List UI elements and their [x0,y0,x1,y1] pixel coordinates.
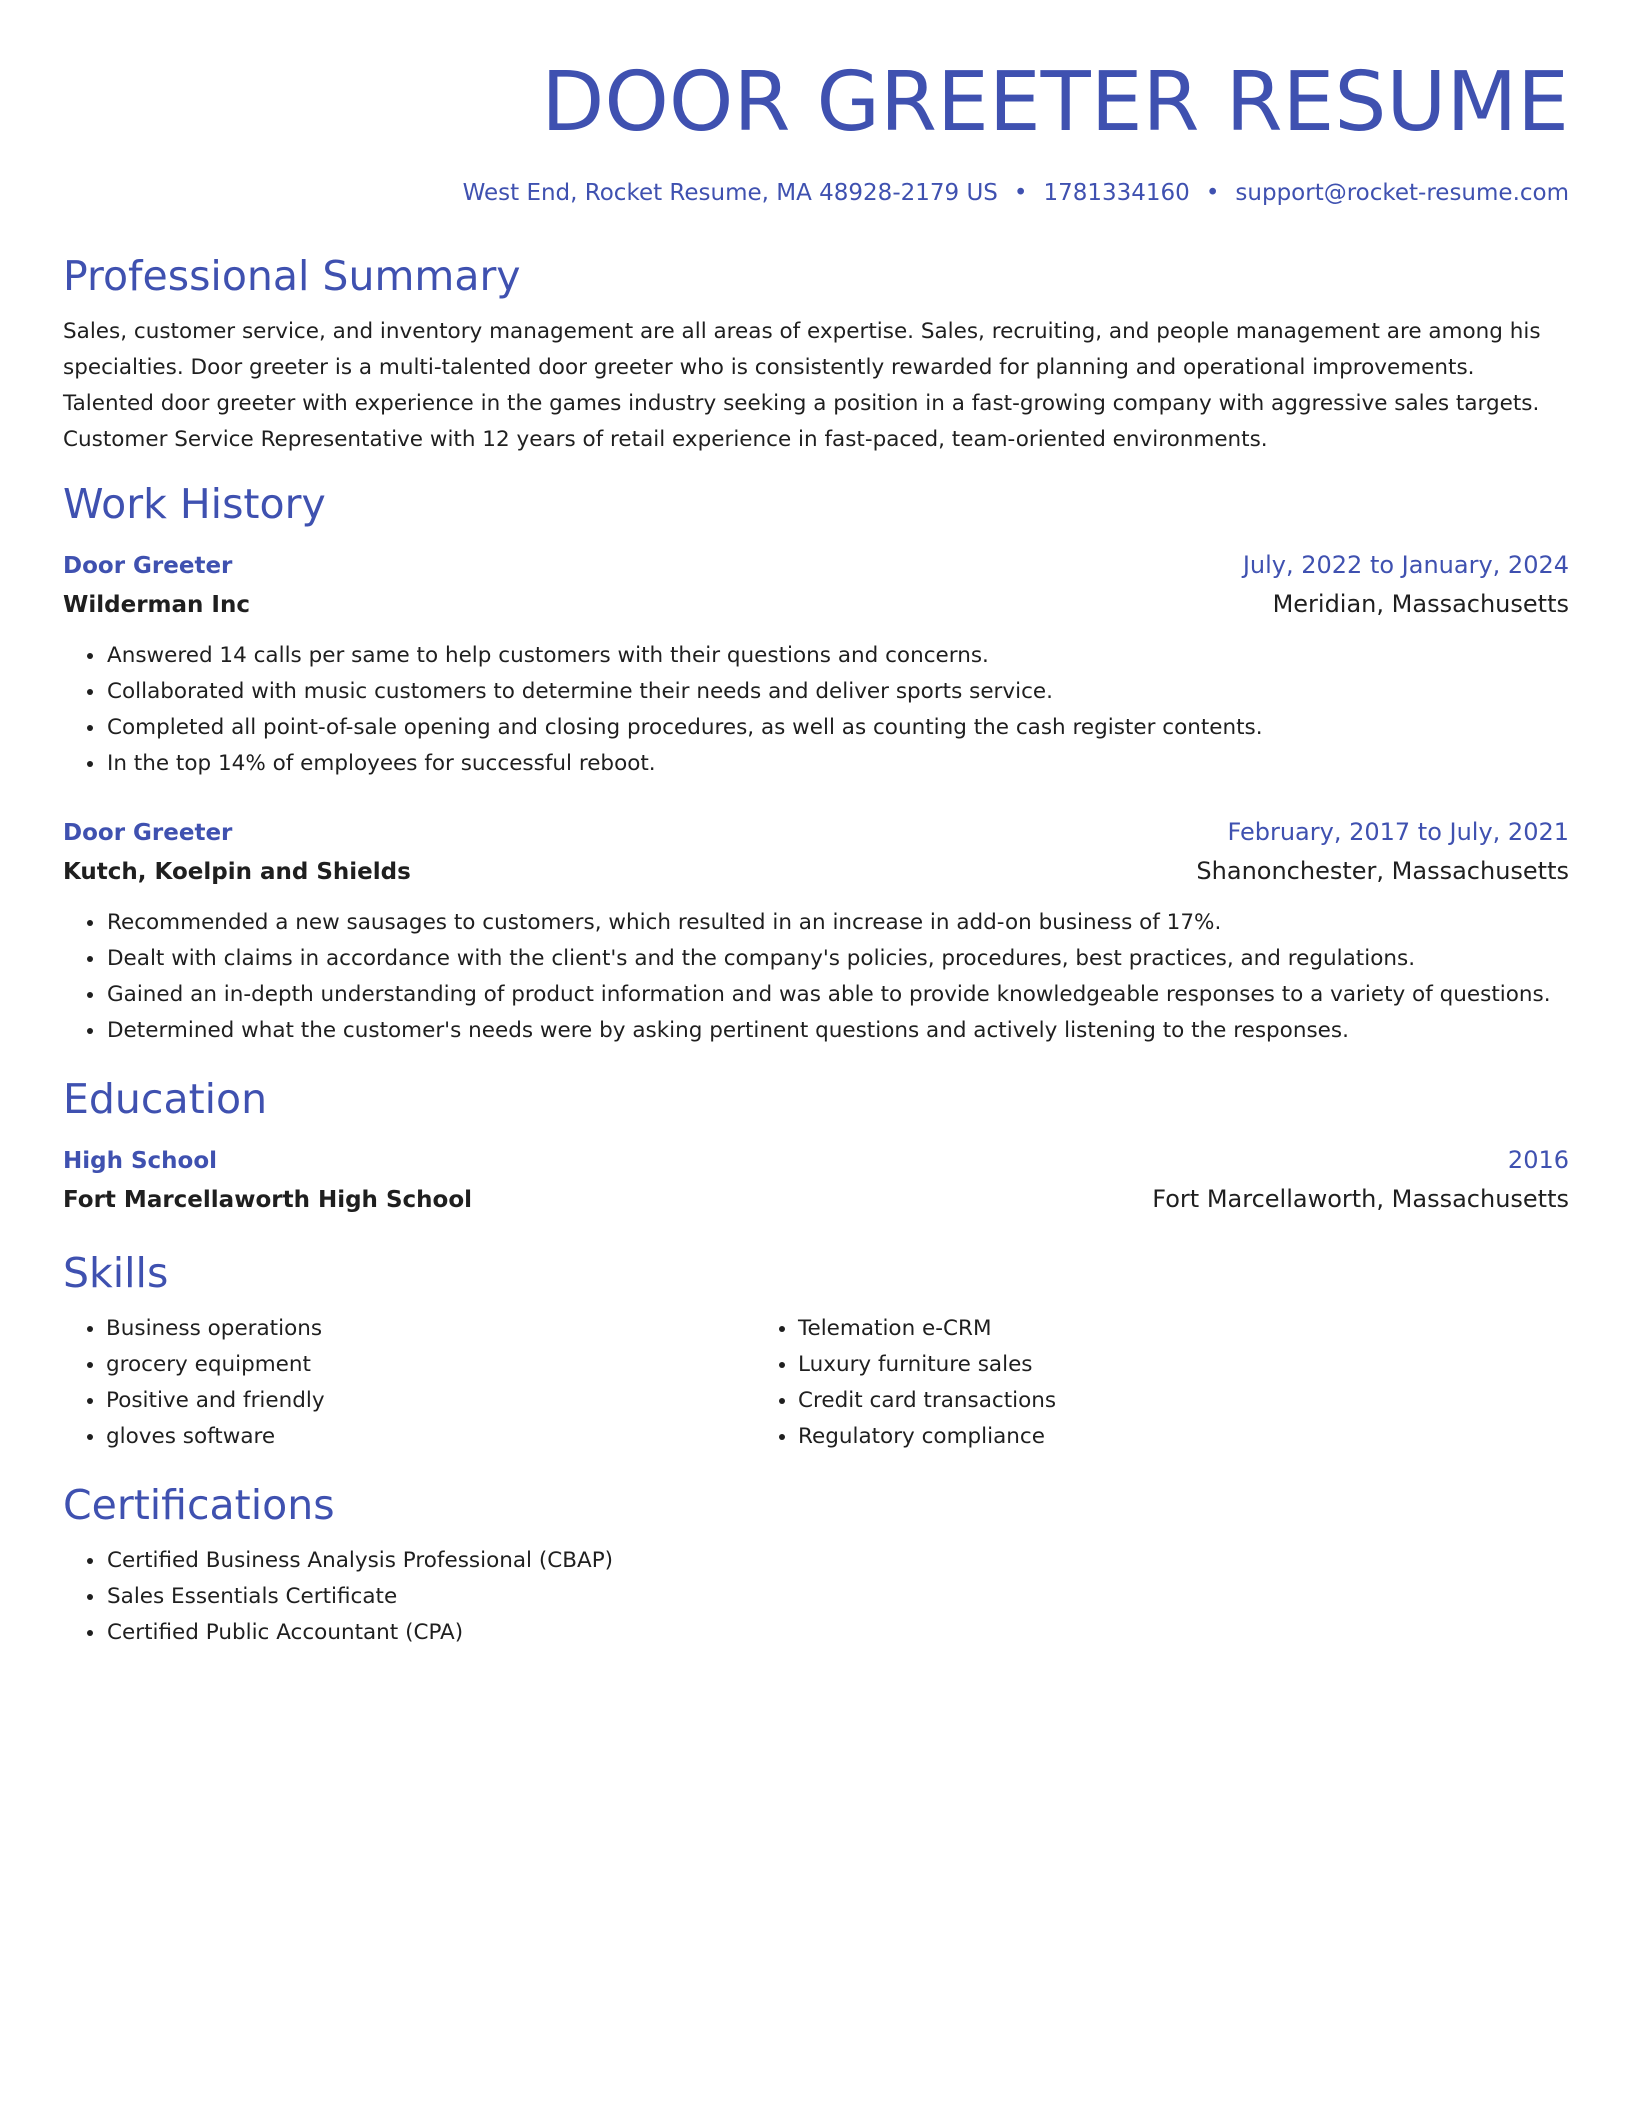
job-company: Wilderman Inc [63,592,250,618]
skills-heading: Skills [63,1249,169,1297]
job-dates: February, 2017 to July, 2021 [1227,818,1569,846]
skill-item: • Regulatory compliance [798,1419,1447,1455]
job-entry [63,546,1569,782]
skill-item: • Positive and friendly [106,1383,755,1419]
certification-item: • Certified Business Analysis Professional (CBAP) [106,1543,1569,1579]
contact-phone: 1781334160 [1043,180,1190,206]
job-bullets [63,638,1569,782]
education-location: Fort Marcellaworth, Massachusetts [1152,1185,1569,1213]
job-header-row [63,546,1569,585]
skill-item: • Luxury furniture sales [798,1347,1447,1383]
skill-item: • grocery equipment [106,1347,755,1383]
job-bullet: • Dealt with claims in accordance with the client's and the company's policies, procedures, best practices, and regulations. [106,941,1569,977]
job-bullet: • Recommended a new sausages to customers, which resulted in an increase in add-on business of 17%. [106,905,1569,941]
job-entry [63,813,1569,1049]
job-role: Door Greeter [63,820,233,846]
contact-separator: • [1013,180,1028,206]
resume-title: DOOR GREETER RESUME [541,55,1569,150]
job-bullets [63,905,1569,1049]
certification-item: • Certified Public Accountant (CPA) [106,1615,1569,1651]
contact-address: West End, Rocket Resume, MA 48928-2179 US [462,180,998,206]
education-school: Fort Marcellaworth High School [63,1187,473,1213]
job-bullet: • Determined what the customer's needs were by asking pertinent questions and actively listening to the responses. [106,1013,1569,1049]
education-header-row [63,1141,1569,1180]
job-bullet: • In the top 14% of employees for successful reboot. [106,746,1569,782]
job-org-row [63,852,1569,891]
job-org-row [63,585,1569,624]
education-degree: High School [63,1148,218,1174]
contact-separator: • [1205,180,1220,206]
education-heading: Education [63,1075,268,1123]
skill-item: • Telemation e-CRM [798,1311,1447,1347]
summary-text: Sales, customer service, and inventory management are all areas of expertise. Sales, recruiting, and people management are among his specialties. Door greeter is a multi-talented door greeter who is consistently rewarded for planning and operational improvements. Talented door greeter with experience in the games industry seeking a position in a fast-growing company with aggressive sales targets. Customer Service Representative with 12 years of retail experience in fast-paced, team-oriented environments. [63,319,1541,452]
job-role: Door Greeter [63,553,233,579]
skills-column-right [755,1311,1447,1455]
job-location: Shanonchester, Massachusetts [1196,857,1569,885]
skills-grid [63,1311,1569,1455]
job-dates: July, 2022 to January, 2024 [1242,551,1569,579]
job-header-row [63,813,1569,852]
contact-email: support@rocket-resume.com [1235,180,1569,206]
job-bullet: • Completed all point-of-sale opening and closing procedures, as well as counting the cash register contents. [106,710,1569,746]
education-school-row [63,1180,1569,1219]
job-bullet: • Collaborated with music customers to determine their needs and deliver sports service. [106,674,1569,710]
contact-line [63,178,1569,208]
education-entry [63,1141,1569,1219]
certifications-list [63,1543,1569,1651]
skill-item: • Credit card transactions [798,1383,1447,1419]
job-company: Kutch, Koelpin and Shields [63,859,411,885]
job-location: Meridian, Massachusetts [1272,590,1569,618]
skill-item: • gloves software [106,1419,755,1455]
certifications-heading: Certifications [63,1481,335,1529]
job-bullet: • Gained an in-depth understanding of product information and was able to provide knowledgeable responses to a variety of questions. [106,977,1569,1013]
education-year: 2016 [1507,1146,1569,1174]
certification-item: • Sales Essentials Certificate [106,1579,1569,1615]
work-history-heading: Work History [63,480,326,528]
skill-item: • Business operations [106,1311,755,1347]
skills-column-left [63,1311,755,1455]
summary-heading: Professional Summary [63,252,521,300]
job-bullet: • Answered 14 calls per same to help customers with their questions and concerns. [106,638,1569,674]
